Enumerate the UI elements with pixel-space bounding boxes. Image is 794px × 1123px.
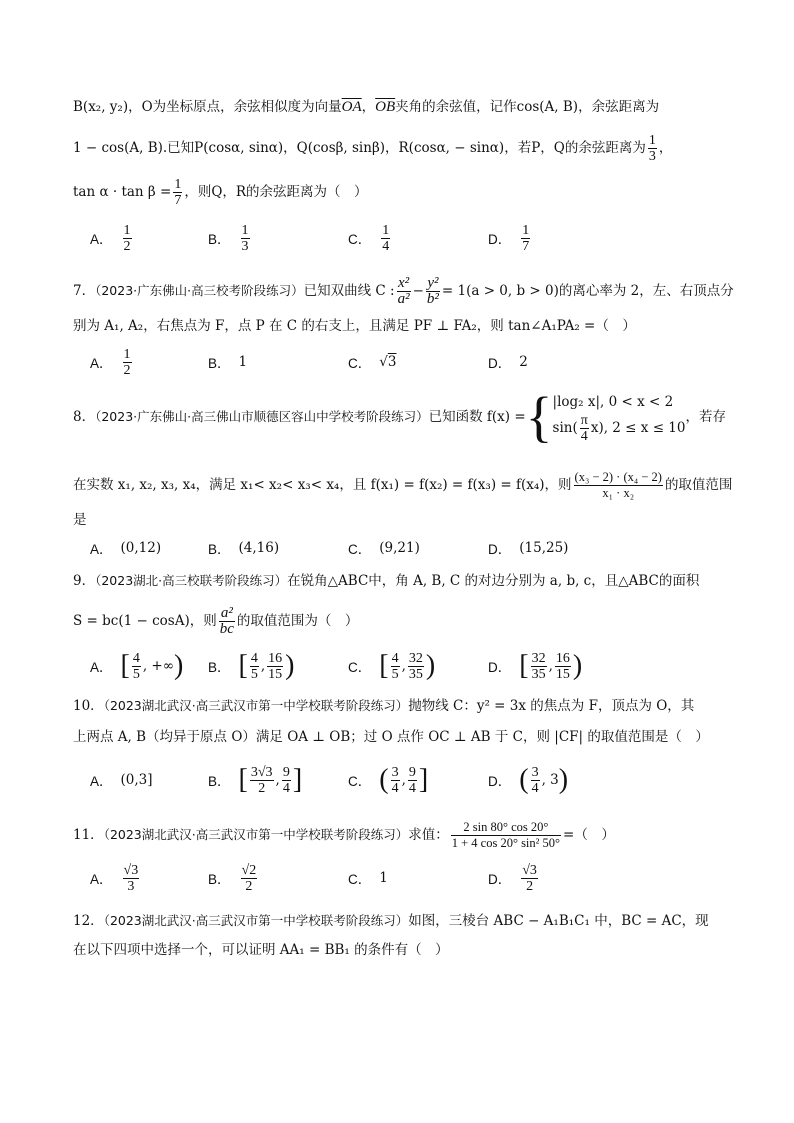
frac-den: 7: [522, 238, 530, 254]
option-label: B．: [208, 660, 231, 675]
frac-num: 16: [555, 650, 570, 666]
right-bracket: ]: [292, 764, 303, 795]
question-source: （2023·广东佛山·高三校考阶段练习）: [95, 283, 304, 298]
q6-option-d[interactable]: [488, 218, 532, 258]
frac-den: a²: [397, 291, 410, 307]
q6-frac: [648, 133, 657, 164]
option-frac: [381, 223, 390, 254]
q8-option-b[interactable]: [208, 528, 279, 568]
frac-den: 4: [580, 429, 588, 444]
q10-option-a[interactable]: [90, 760, 153, 800]
option-label: C．: [348, 660, 372, 675]
q10-line-1: [73, 696, 694, 716]
frac-den: x₁ · x₂: [602, 486, 635, 500]
option-frac-2: [408, 765, 417, 796]
q6-line-1: [73, 97, 659, 117]
frac-num: 3: [391, 764, 399, 780]
left-bracket: (: [519, 764, 529, 795]
option-label: C．: [348, 542, 372, 557]
q11-option-c[interactable]: [348, 858, 388, 898]
q11-option-d[interactable]: [488, 858, 540, 898]
q9-option-d[interactable]: D． [ $\frac{32}{35}$ , $\frac{16}{15}$ ): [488, 650, 583, 682]
frac-num: √3: [522, 862, 537, 878]
option-frac: [250, 651, 259, 682]
question-source: （2023湖北武汉·高三武汉市第一中学校联考阶段练习）: [103, 698, 409, 713]
option-frac-2: [267, 651, 283, 682]
vec-ob: $\overline{OB}$: [375, 99, 396, 115]
q10-options: [90, 760, 730, 800]
option-value: (15,25): [519, 540, 569, 556]
frac-den: 7: [174, 193, 182, 208]
q9-text: 在锐角△ABC中，角 A, B, C 的对边分别为 a, b, c，且△ABC的面积: [287, 573, 700, 589]
q6-frac-2: [173, 177, 182, 208]
frac-num: 4: [132, 650, 140, 666]
frac-den: 35: [531, 666, 546, 682]
option-value: (0,12): [120, 540, 162, 556]
option-value: (4,16): [238, 540, 280, 556]
q11-option-a[interactable]: [90, 858, 141, 898]
frac-num: 4: [250, 650, 258, 666]
frac-num: 4: [391, 650, 399, 666]
frac-num: 1: [382, 222, 390, 238]
option-label: B．: [208, 356, 231, 371]
frac-num: 1: [174, 177, 182, 192]
option-label: D．: [488, 542, 512, 557]
option-frac: [123, 347, 132, 378]
option-value: 2: [519, 354, 528, 370]
frac-den: b²: [426, 291, 439, 307]
q7-text-2: = 1(a > 0, b > 0)的离心率为 2，左、右顶点分: [441, 283, 734, 299]
q7-text-3: 别为 A₁, A₂，右焦点为 F，点 P 在 C 的右支上，且满足 PF ⊥ FA₂，则 tan∠A₁PA₂ =（ ）: [73, 318, 636, 334]
q7-frac-x: [397, 276, 411, 307]
frac-den: bc: [219, 621, 234, 637]
option-label: D．: [488, 232, 512, 247]
option-label: A．: [90, 774, 113, 789]
question-source: （2023湖北·高三校联考阶段练习）: [95, 573, 288, 588]
option-value: , +∞: [142, 658, 174, 674]
q9-line-1: [73, 571, 699, 591]
frac-num: 32: [408, 650, 423, 666]
option-frac: [521, 223, 530, 254]
frac-den: 5: [132, 666, 140, 682]
frac-num: (x₃ − 2) · (x₄ − 2): [574, 470, 662, 484]
frac-num: x²: [398, 275, 410, 291]
piecewise: [553, 391, 686, 444]
q10-text-2: 上两点 A, B（均异于原点 O）满足 OA ⊥ OB；过 O 点作 OC ⊥ AB 于 C，则 |CF| 的取值范围是（ ）: [73, 729, 709, 745]
option-label: C．: [348, 774, 372, 789]
question-number: 8．: [73, 409, 96, 425]
frac-den: 4: [282, 780, 290, 796]
sqrt-icon: √: [379, 354, 388, 370]
frac-den: 3: [127, 878, 135, 894]
q6-text-3: 1 − cos(A, B).已知P(cosα, sinα)，Q(cosβ, sinβ)，R(cosα, − sinα)，若P，Q的余弦距离为: [73, 140, 646, 156]
option-label: C．: [348, 872, 372, 887]
q6-comma-2: ，: [658, 140, 673, 156]
frac-num: 2 sin 80° cos 20°: [451, 820, 561, 836]
left-bracket: (: [379, 764, 389, 795]
option-value: 1: [379, 870, 388, 886]
frac-num: 3: [531, 764, 539, 780]
frac-den: 5: [250, 666, 258, 682]
brace-icon: {: [525, 386, 553, 449]
question-source: （2023湖北武汉·高三武汉市第一中学校联考阶段练习）: [103, 913, 409, 928]
q11-text: 求值：: [408, 827, 449, 843]
vec-oa: $\overline{OA}$: [341, 99, 362, 115]
frac-num: 1: [123, 222, 131, 238]
q7-option-b[interactable]: [208, 342, 247, 382]
option-frac: [123, 223, 132, 254]
q12-text-2: 在以下四项中选择一个，可以证明 AA₁ = BB₁ 的条件有（ ）: [73, 942, 449, 958]
q6-options: [90, 218, 730, 258]
q10-text: 抛物线 C：y² = 3x 的焦点为 F，顶点为 O，其: [408, 698, 695, 714]
q6-text-2: 夹角的余弦值，记作cos(A, B)，余弦距离为: [395, 99, 660, 115]
option-label: B．: [208, 774, 231, 789]
right-bracket: ): [558, 764, 569, 795]
option-label: B．: [208, 232, 231, 247]
q9-options: [90, 646, 730, 686]
option-value: , 3: [541, 772, 559, 788]
question-number: 12．: [73, 913, 104, 929]
q6-line-3: [73, 177, 368, 208]
right-bracket: ): [425, 650, 436, 681]
q8-text: 已知函数 f(x) =: [428, 409, 526, 425]
q11-option-b[interactable]: [208, 858, 259, 898]
q10-option-d[interactable]: [488, 760, 568, 800]
option-frac: [123, 863, 140, 894]
q12-text: 如图，三棱台 ABC − A₁B₁C₁ 中，BC = AC，现: [408, 913, 709, 929]
left-bracket: [: [379, 650, 389, 681]
q11-line-1: [73, 820, 615, 851]
option-frac: [241, 863, 258, 894]
piece-2-a: sin(: [552, 420, 578, 436]
option-label: C．: [348, 232, 372, 247]
frac-den: 4: [408, 780, 416, 796]
q6-option-a[interactable]: [90, 218, 134, 258]
option-frac: [521, 863, 538, 894]
q7-line-1: 7．（2023·广东佛山·高三校考阶段练习）已知双曲线 C : $\frac{\text{x²}}{\text{a²}}$ − $\frac{\text{y²}}{\text{b²}}$ = 1(a > 0, b > 0)的离心率为 2，左、右顶点分: [73, 275, 734, 307]
frac-den: 35: [408, 666, 423, 682]
q10-option-c[interactable]: C． ( $\frac{3}{4}$ , $\frac{9}{4}$ ]: [348, 764, 429, 796]
option-frac: [250, 765, 274, 796]
right-bracket: ): [572, 650, 583, 681]
frac-num: y²: [427, 275, 439, 291]
option-label: B．: [208, 872, 231, 887]
q6-text-4: tan α · tan β =: [73, 184, 172, 200]
question-number: 11．: [73, 827, 104, 843]
option-frac: [132, 651, 141, 682]
frac-num: 3√3: [250, 764, 273, 780]
option-frac: [531, 765, 540, 796]
q8-text-2: ，若存: [685, 409, 726, 425]
q6-option-c[interactable]: [348, 218, 392, 258]
frac-num: 16: [268, 650, 283, 666]
frac-den: 2: [258, 780, 266, 796]
q8-text-3: 在实数 x₁, x₂, x₃, x₄，满足 x₁< x₂< x₃< x₄，且 f(x₁) = f(x₂) = f(x₃) = f(x₄)，则: [73, 477, 572, 493]
frac-den: 2: [123, 238, 131, 254]
q9-option-a[interactable]: [90, 646, 183, 686]
option-frac: [531, 651, 547, 682]
q6-line-2: [73, 133, 672, 164]
q7-options: [90, 342, 730, 382]
option-label: C．: [348, 356, 372, 371]
option-frac-2: [555, 651, 571, 682]
right-bracket: ]: [418, 764, 429, 795]
question-number: 9．: [73, 573, 96, 589]
q8-option-d[interactable]: [488, 528, 568, 568]
q9-text-2: S = bc(1 − cosA)，则: [73, 613, 217, 629]
frac-den: 1 + 4 cos 20° sin² 50°: [451, 836, 561, 850]
frac-den: 5: [391, 666, 399, 682]
option-label: D．: [488, 660, 512, 675]
option-label: A．: [90, 872, 113, 887]
piece-2: [553, 413, 686, 444]
q12-line-1: [73, 911, 709, 931]
frac-den: 4: [382, 238, 390, 254]
q9-text-3: 的取值范围为（ ）: [236, 613, 359, 629]
option-label: D．: [488, 872, 512, 887]
q9-frac: [219, 606, 235, 637]
frac-num: 1: [648, 133, 656, 148]
right-bracket: ): [173, 650, 184, 681]
q6-text: B(x₂, y₂)，O为坐标原点，余弦相似度为向量: [73, 99, 342, 115]
option-value: 1: [238, 354, 248, 370]
q8-text-4: 的取值范围: [664, 477, 733, 493]
q7-option-c[interactable]: [348, 342, 396, 382]
question-number: 7．: [73, 283, 96, 299]
frac-num: 9: [282, 764, 290, 780]
q8-text-5: 是: [73, 512, 87, 528]
option-label: A．: [90, 542, 113, 557]
question-source: （2023湖北武汉·高三武汉市第一中学校联考阶段练习）: [103, 827, 409, 842]
piece-2-b: x), 2 ≤ x ≤ 10: [590, 420, 686, 436]
right-bracket: ): [285, 650, 295, 681]
left-bracket: [: [120, 650, 130, 681]
q9-option-b[interactable]: B． [ $\frac{4}{5}$ , $\frac{16}{15}$ ): [208, 650, 295, 682]
q8-option-a[interactable]: [90, 528, 161, 568]
q8-options: [90, 528, 730, 568]
q6-option-b[interactable]: [208, 218, 252, 258]
q8-frac: [574, 470, 663, 501]
frac-den: 3: [648, 149, 656, 164]
q11-options: [90, 858, 730, 898]
option-value: (9,21): [379, 540, 420, 556]
frac-num: a²: [219, 606, 235, 622]
q8-line-2: [73, 470, 732, 501]
option-value: (0,3]: [120, 772, 153, 788]
frac-den: 4: [391, 780, 399, 796]
piece-1: |log₂ x|, 0 < x < 2: [552, 394, 674, 410]
frac-num: 1: [522, 222, 530, 238]
q8-line-1: [73, 384, 726, 450]
q12-line-2: [73, 940, 449, 960]
q7-frac-y: [426, 276, 440, 307]
q10-line-2: [73, 727, 709, 747]
q7-option-a[interactable]: [90, 342, 134, 382]
q11-text-2: =（ ）: [563, 827, 615, 843]
option-frac: [241, 223, 250, 254]
q9-option-c[interactable]: C． [ $\frac{4}{5}$ , $\frac{32}{35}$ ): [348, 650, 436, 682]
q8-option-c[interactable]: [348, 528, 420, 568]
q6-text-5: ，则Q，R的余弦距离为（ ）: [184, 184, 368, 200]
frac-num: √3: [123, 862, 139, 878]
q7-line-2: [73, 316, 636, 336]
frac-den: 2: [123, 362, 131, 378]
frac-num: π: [580, 413, 588, 428]
frac-num: 32: [531, 650, 546, 666]
option-value: 3: [387, 354, 397, 370]
option-label: D．: [488, 356, 512, 371]
frac-den: 3: [241, 238, 249, 254]
option-label: A．: [90, 356, 113, 371]
frac-den: 2: [526, 878, 534, 894]
option-label: A．: [90, 232, 113, 247]
option-frac-2: [408, 651, 424, 682]
option-label: A．: [90, 660, 113, 675]
q7-text: 已知双曲线 C :: [303, 283, 395, 299]
left-bracket: [: [238, 650, 248, 681]
frac-num: √2: [241, 862, 257, 878]
q11-frac: [451, 820, 561, 851]
frac-den: 4: [531, 780, 539, 796]
pi-frac: [580, 413, 589, 444]
option-frac-2: [282, 765, 291, 796]
left-bracket: [: [238, 764, 248, 795]
option-frac: [391, 765, 400, 796]
q6-comma: ，: [361, 99, 376, 115]
q10-option-b[interactable]: B． [ $\frac{3√3}{2}$ , $\frac{9}{4}$ ]: [208, 764, 303, 796]
question-number: 10．: [73, 698, 104, 714]
q7-option-d[interactable]: [488, 342, 528, 382]
frac-den: 15: [555, 666, 570, 682]
question-source: （2023·广东佛山·高三佛山市顺德区容山中学校考阶段练习）: [95, 409, 429, 424]
option-label: B．: [208, 542, 231, 557]
frac-num: 9: [408, 764, 416, 780]
frac-num: 1: [123, 346, 131, 362]
left-bracket: [: [519, 650, 529, 681]
frac-den: 2: [245, 878, 253, 894]
option-frac: [391, 651, 400, 682]
frac-den: 15: [268, 666, 283, 682]
q9-line-2: [73, 606, 358, 637]
frac-num: 1: [241, 222, 249, 238]
option-label: D．: [488, 774, 512, 789]
q8-line-3: [73, 510, 87, 530]
